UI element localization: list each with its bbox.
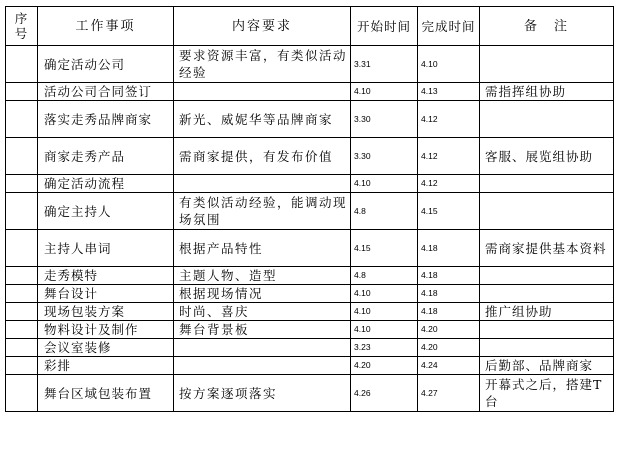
cell-requirement: 需商家提供，有发布价值 [174, 138, 351, 175]
table-row [6, 321, 614, 339]
cell-seq [6, 193, 38, 230]
cell-end-time: 4.20 [418, 339, 480, 357]
table-header-row [6, 7, 614, 46]
cell-requirement: 要求资源丰富，有类似活动经验 [174, 46, 351, 83]
cell-requirement: 根据产品特性 [174, 230, 351, 267]
header-requirement: 内容要求 [174, 7, 351, 46]
table-row [6, 83, 614, 101]
cell-task: 走秀模特 [38, 267, 174, 285]
cell-end-time: 4.24 [418, 357, 480, 375]
cell-end-time: 4.18 [418, 285, 480, 303]
cell-start-time: 4.20 [351, 357, 418, 375]
cell-end-time: 4.13 [418, 83, 480, 101]
cell-note [480, 46, 614, 83]
table-row [6, 267, 614, 285]
cell-task: 主持人串词 [38, 230, 174, 267]
cell-note: 需指挥组协助 [480, 83, 614, 101]
table-row [6, 138, 614, 175]
cell-start-time: 4.10 [351, 175, 418, 193]
cell-requirement: 按方案逐项落实 [174, 375, 351, 412]
table-row [6, 357, 614, 375]
cell-seq [6, 285, 38, 303]
table-row [6, 230, 614, 267]
cell-note: 开幕式之后，搭建T台 [480, 375, 614, 412]
table-row [6, 339, 614, 357]
cell-note: 需商家提供基本资料 [480, 230, 614, 267]
cell-requirement: 新光、威妮华等品牌商家 [174, 101, 351, 138]
cell-task: 舞台设计 [38, 285, 174, 303]
cell-requirement: 时尚、喜庆 [174, 303, 351, 321]
table-row [6, 46, 614, 83]
cell-note: 客服、展览组协助 [480, 138, 614, 175]
cell-seq [6, 175, 38, 193]
table-row [6, 175, 614, 193]
header-start-time: 开始时间 [351, 7, 418, 46]
cell-task: 落实走秀品牌商家 [38, 101, 174, 138]
cell-end-time: 4.18 [418, 230, 480, 267]
table-row [6, 101, 614, 138]
table-row [6, 303, 614, 321]
cell-note [480, 321, 614, 339]
cell-note [480, 285, 614, 303]
cell-end-time: 4.18 [418, 303, 480, 321]
cell-start-time: 4.10 [351, 321, 418, 339]
cell-start-time: 3.30 [351, 101, 418, 138]
cell-note: 后勤部、品牌商家 [480, 357, 614, 375]
cell-start-time: 4.8 [351, 193, 418, 230]
cell-requirement [174, 357, 351, 375]
cell-start-time: 3.23 [351, 339, 418, 357]
cell-seq [6, 303, 38, 321]
cell-task: 确定活动流程 [38, 175, 174, 193]
cell-note [480, 193, 614, 230]
cell-end-time: 4.18 [418, 267, 480, 285]
cell-start-time: 4.10 [351, 303, 418, 321]
cell-requirement: 舞台背景板 [174, 321, 351, 339]
cell-note [480, 101, 614, 138]
cell-end-time: 4.12 [418, 175, 480, 193]
cell-start-time: 4.15 [351, 230, 418, 267]
cell-note [480, 175, 614, 193]
cell-end-time: 4.12 [418, 101, 480, 138]
cell-seq [6, 83, 38, 101]
cell-start-time: 3.30 [351, 138, 418, 175]
cell-seq [6, 46, 38, 83]
cell-task: 现场包装方案 [38, 303, 174, 321]
cell-task: 物料设计及制作 [38, 321, 174, 339]
cell-start-time: 4.26 [351, 375, 418, 412]
cell-start-time: 4.10 [351, 285, 418, 303]
cell-task: 确定主持人 [38, 193, 174, 230]
cell-task: 会议室装修 [38, 339, 174, 357]
cell-seq [6, 339, 38, 357]
cell-start-time: 4.10 [351, 83, 418, 101]
cell-seq [6, 138, 38, 175]
table-row [6, 375, 614, 412]
cell-end-time: 4.12 [418, 138, 480, 175]
cell-seq [6, 101, 38, 138]
cell-seq [6, 267, 38, 285]
table-row [6, 285, 614, 303]
header-task: 工作事项 [38, 7, 174, 46]
cell-start-time: 3.31 [351, 46, 418, 83]
cell-note [480, 267, 614, 285]
cell-seq [6, 321, 38, 339]
cell-task: 活动公司合同签订 [38, 83, 174, 101]
cell-requirement: 有类似活动经验，能调动现场氛围 [174, 193, 351, 230]
cell-requirement: 主题人物、造型 [174, 267, 351, 285]
cell-end-time: 4.10 [418, 46, 480, 83]
cell-requirement: 根据现场情况 [174, 285, 351, 303]
table-row [6, 193, 614, 230]
cell-task: 彩排 [38, 357, 174, 375]
cell-seq [6, 357, 38, 375]
cell-note [480, 339, 614, 357]
cell-end-time: 4.15 [418, 193, 480, 230]
cell-requirement [174, 83, 351, 101]
cell-end-time: 4.20 [418, 321, 480, 339]
header-seq: 序号 [6, 7, 38, 46]
header-note: 备 注 [480, 7, 614, 46]
cell-seq [6, 375, 38, 412]
cell-end-time: 4.27 [418, 375, 480, 412]
cell-start-time: 4.8 [351, 267, 418, 285]
cell-requirement [174, 339, 351, 357]
cell-requirement [174, 175, 351, 193]
cell-seq [6, 230, 38, 267]
header-end-time: 完成时间 [418, 7, 480, 46]
work-schedule-table [5, 6, 614, 412]
cell-task: 确定活动公司 [38, 46, 174, 83]
cell-task: 舞台区域包装布置 [38, 375, 174, 412]
cell-note: 推广组协助 [480, 303, 614, 321]
cell-task: 商家走秀产品 [38, 138, 174, 175]
